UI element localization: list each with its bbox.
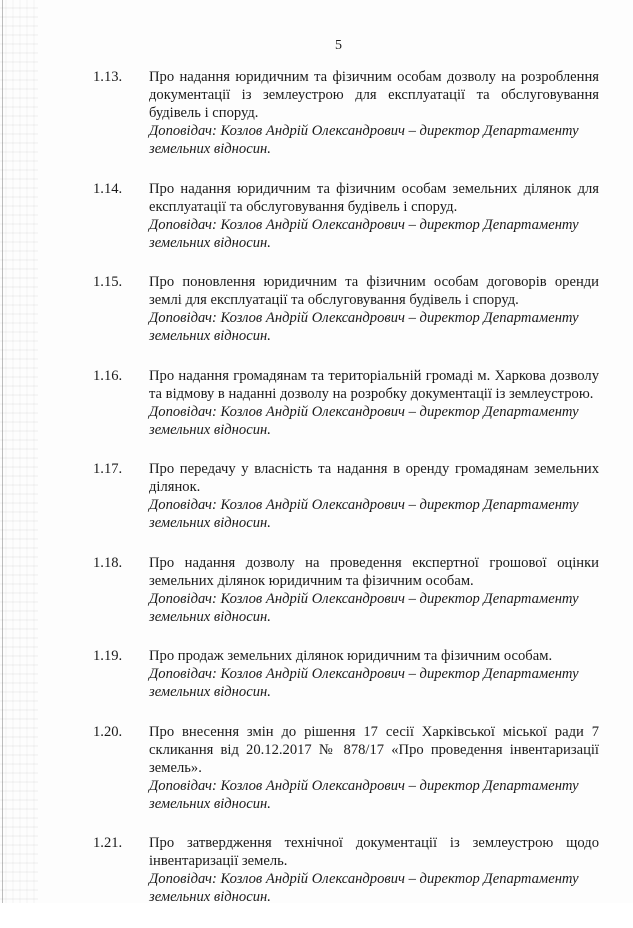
agenda-item: [93, 367, 603, 439]
agenda-item-number: 1.20.: [93, 723, 123, 740]
agenda-item-number: 1.16.: [93, 367, 123, 384]
agenda-item: [93, 554, 603, 626]
agenda-item: [93, 723, 603, 813]
agenda-item-body: [149, 68, 599, 158]
agenda-item-number: 1.18.: [93, 554, 123, 571]
agenda-item-body: [149, 834, 599, 906]
agenda-item: [93, 68, 603, 158]
agenda-item: [93, 460, 603, 532]
agenda-item-speaker: Доповідач: Козлов Андрій Олександрович – директор Департаменту земельних відносин.: [149, 777, 579, 812]
agenda-item-title: Про надання дозволу на проведення експертної грошової оцінки земельних ділянок юридичним та фізичним особам.: [149, 554, 599, 589]
agenda-item-body: [149, 367, 599, 439]
agenda-item-body: [149, 180, 599, 252]
agenda-item-title: Про затвердження технічної документації із землеустрою щодо інвентаризації земель.: [149, 835, 599, 869]
scan-edge-artifact: [0, 0, 38, 903]
agenda-item: [93, 273, 603, 345]
agenda-item-body: [149, 647, 599, 701]
agenda-item-speaker: Доповідач: Козлов Андрій Олександрович – директор Департаменту земельних відносин.: [149, 590, 579, 625]
agenda-item: [93, 834, 603, 906]
agenda-item-speaker: Доповідач: Козлов Андрій Олександрович – директор Департаменту земельних відносин.: [149, 871, 579, 905]
agenda-item: [93, 180, 603, 252]
agenda-item-body: [149, 723, 599, 813]
agenda-list: [93, 68, 603, 928]
agenda-item-title: Про продаж земельних ділянок юридичним та фізичним особам.: [149, 648, 553, 664]
page-number: 5: [335, 38, 342, 53]
agenda-item-speaker: Доповідач: Козлов Андрій Олександрович – директор Департаменту земельних відносин.: [149, 403, 579, 438]
agenda-item-body: [149, 554, 599, 626]
agenda-item-speaker: Доповідач: Козлов Андрій Олександрович – директор Департаменту земельних відносин.: [149, 497, 579, 531]
agenda-item-speaker: Доповідач: Козлов Андрій Олександрович – директор Департаменту земельних відносин.: [149, 666, 579, 700]
agenda-item-title: Про надання громадянам та територіальній громаді м. Харкова дозволу та відмову в наданні дозволу на розробку документації із землеустрою.: [149, 367, 599, 402]
agenda-item-speaker: Доповідач: Козлов Андрій Олександрович – директор Департаменту земельних відносин.: [149, 310, 579, 344]
agenda-item-title: Про передачу у власність та надання в оренду громадянам земельних ділянок.: [149, 461, 599, 495]
agenda-item-number: 1.19.: [93, 648, 123, 664]
agenda-item-body: [149, 273, 599, 345]
agenda-item-body: [149, 460, 599, 532]
agenda-item-number: 1.21.: [93, 835, 123, 851]
agenda-item-title: Про надання юридичним та фізичним особам земельних ділянок для експлуатації та обслуговування будівель і споруд.: [149, 180, 599, 215]
agenda-item-number: 1.14.: [93, 180, 123, 197]
agenda-item-speaker: Доповідач: Козлов Андрій Олександрович – директор Департаменту земельних відносин.: [149, 123, 579, 157]
agenda-item-speaker: Доповідач: Козлов Андрій Олександрович – директор Департаменту земельних відносин.: [149, 216, 579, 251]
agenda-item-title: Про надання юридичним та фізичним особам дозволу на розроблення документації із землеустрою для експлуатації та обслуговування будівель і споруд.: [149, 69, 599, 121]
agenda-item-number: 1.17.: [93, 461, 123, 477]
agenda-item-number: 1.15.: [93, 274, 123, 290]
agenda-item: [93, 647, 603, 701]
agenda-item-title: Про внесення змін до рішення 17 сесії Харківської міської ради 7 скликання від 20.12.2017 № 878/17 «Про проведення інвентаризації земель».: [149, 723, 599, 776]
scan-edge-line: [2, 0, 3, 903]
agenda-item-title: Про поновлення юридичним та фізичним особам договорів оренди землі для експлуатації та обслуговування будівель і споруд.: [149, 274, 599, 308]
agenda-item-number: 1.13.: [93, 69, 123, 85]
